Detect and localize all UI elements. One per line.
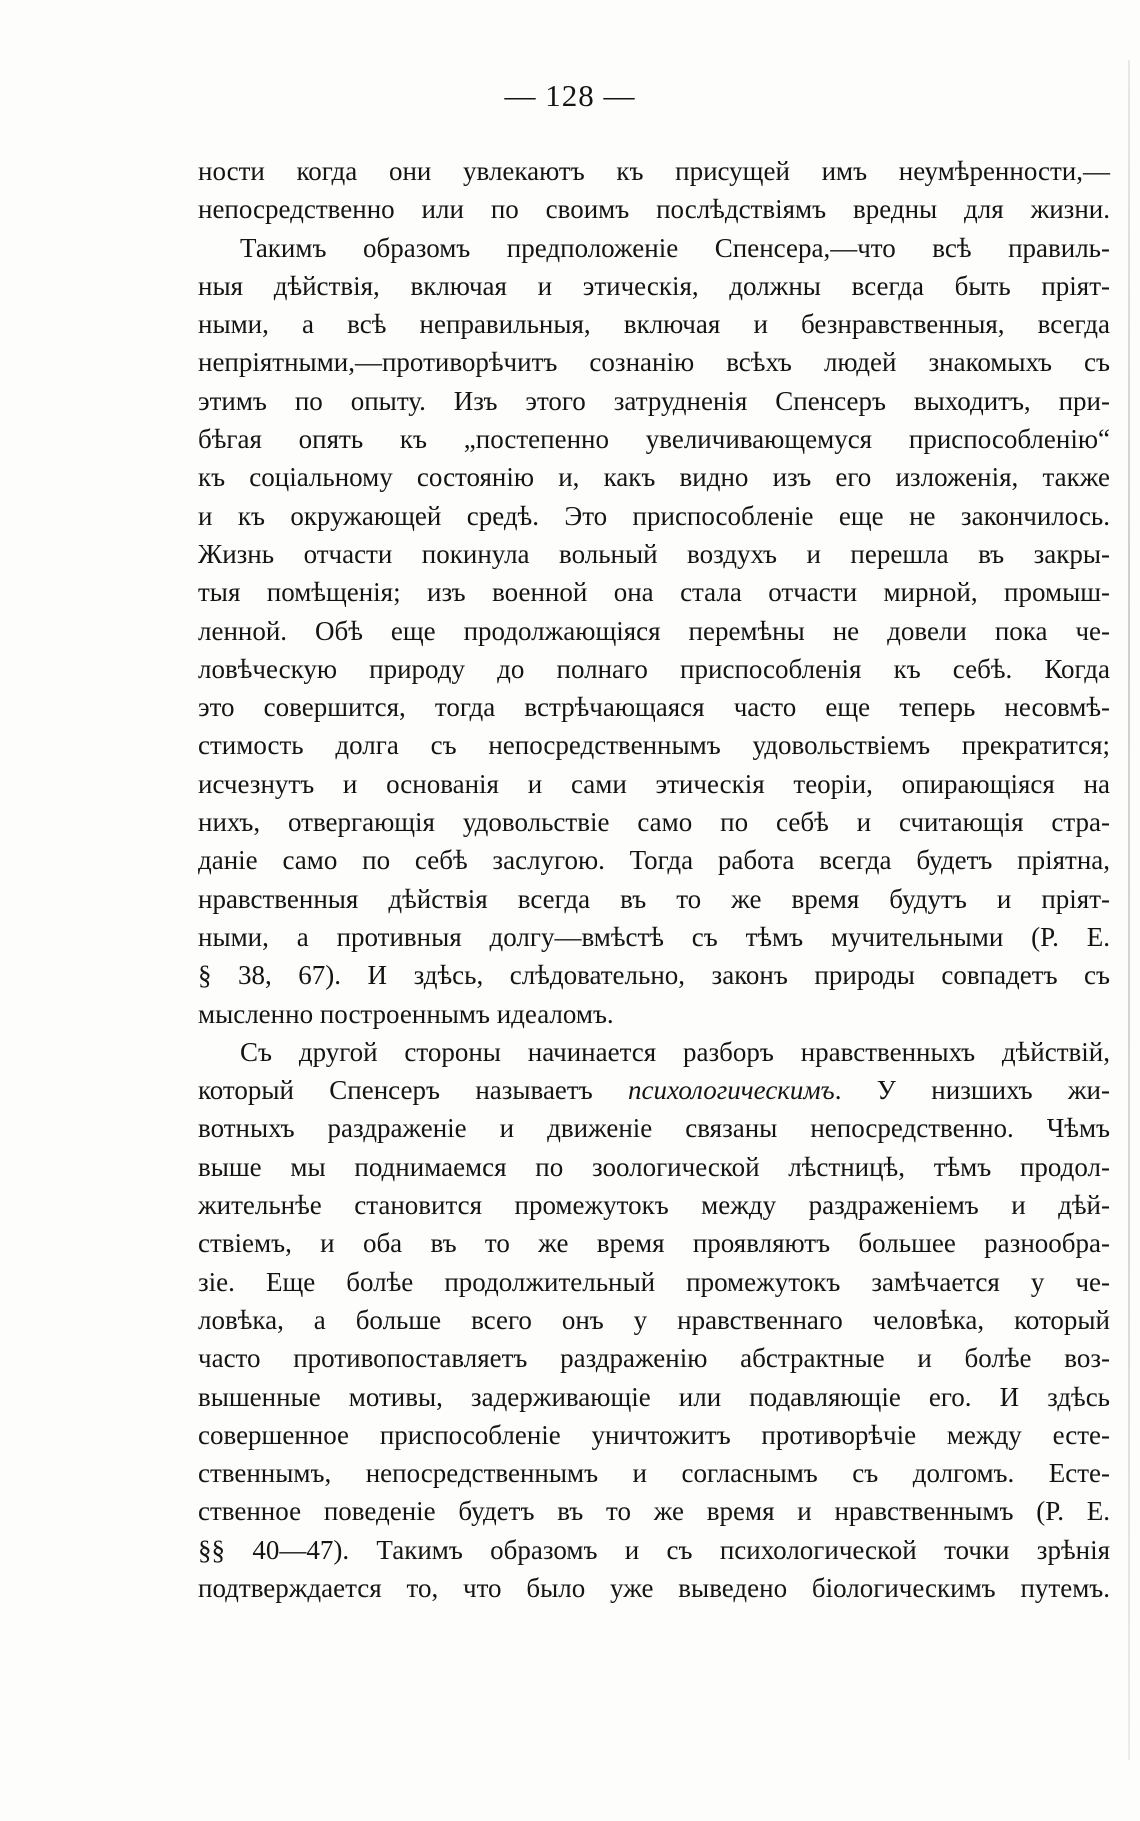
text-line: непріятными,—противорѣчитъ сознанію всѣхъ людей знакомыхъ съ — [198, 347, 1110, 378]
text-line: ными, а противныя долгу—вмѣстѣ съ тѣмъ мучительными (P. E. — [198, 921, 1110, 952]
paragraph-3 — [198, 1033, 1110, 1607]
text-line: совершенное приспособленіе уничтожитъ противорѣчіе между есте- — [198, 1419, 1110, 1450]
text-line: ловѣка, а больше всего онъ у нравственнаго человѣка, который — [198, 1304, 1110, 1335]
text-line: ныя дѣйствія, включая и этическія, должны всегда быть пріят- — [198, 270, 1110, 301]
text-line: ственное поведеніе будетъ въ то же время и нравственнымъ (P. E. — [198, 1496, 1110, 1527]
text-line: вотныхъ раздраженіе и движеніе связаны непосредственно. Чѣмъ — [198, 1113, 1110, 1144]
text-line: вышенные мотивы, задерживающіе или подавляющіе его. И здѣсь — [198, 1381, 1110, 1412]
text-line: ными, а всѣ неправильныя, включая и безнравственныя, всегда — [198, 309, 1110, 340]
text-line: тыя помѣщенія; изъ военной она стала отчасти мирной, промыш- — [198, 577, 1110, 608]
text-line-with-italic — [198, 1071, 1110, 1109]
text-line: Жизнь отчасти покинула вольный воздухъ и перешла въ закры- — [198, 538, 1110, 569]
page-edge-shadow — [1128, 60, 1130, 1760]
text-line: зіе. Еще болѣе продолжительный промежутокъ замѣчается у че- — [198, 1266, 1110, 1297]
text-segment: . У низшихъ жи- — [834, 1075, 1110, 1106]
text-line: бѣгая опять къ „постепенно увеличивающемуся приспособленію“ — [198, 424, 1110, 455]
paragraph-1 — [198, 152, 1110, 229]
text-line: этимъ по опыту. Изъ этого затрудненія Спенсеръ выходитъ, при- — [198, 385, 1110, 416]
text-line: §§ 40—47). Такимъ образомъ и съ психологической точки зрѣнія — [198, 1534, 1110, 1565]
paragraph-2 — [198, 229, 1110, 1033]
text-line: Съ другой стороны начинается разборъ нравственныхъ дѣйствій, — [240, 1036, 1110, 1067]
text-line: ловѣческую природу до полнаго приспособленія къ себѣ. Когда — [198, 653, 1110, 684]
italic-term: психологическимъ — [628, 1075, 835, 1106]
text-line: непосредственно или по своимъ послѣдствіямъ вредны для жизни. — [198, 194, 1110, 225]
text-line: стимость долга съ непосредственнымъ удовольствіемъ прекратится; — [198, 730, 1110, 761]
text-line: къ соціальному состоянію и, какъ видно изъ его изложенія, также — [198, 462, 1110, 493]
text-line: это совершится, тогда встрѣчающаяся часто еще теперь несовмѣ- — [198, 692, 1110, 723]
text-line: нравственныя дѣйствія всегда въ то же время будутъ и пріят- — [198, 883, 1110, 914]
text-line: ленной. Обѣ еще продолжающіяся перемѣны не довели пока че- — [198, 615, 1110, 646]
text-line: исчезнутъ и основанія и сами этическія теоріи, опирающіяся на — [198, 768, 1110, 799]
text-segment: который Спенсеръ называетъ — [198, 1075, 629, 1106]
text-line: часто противопоставляетъ раздраженію абстрактные и болѣе воз- — [198, 1343, 1110, 1374]
text-line: ствіемъ, и оба въ то же время проявляютъ большее разнообра- — [198, 1228, 1110, 1259]
text-line: жительнѣе становится промежутокъ между раздраженіемъ и дѣй- — [198, 1190, 1110, 1221]
body-text — [198, 152, 1110, 1607]
text-line: мысленно построеннымъ идеаломъ. — [198, 998, 614, 1029]
text-line: даніе само по себѣ заслугою. Тогда работа всегда будетъ пріятна, — [198, 845, 1110, 876]
text-line: и къ окружающей средѣ. Это приспособленіе еще не закончилось. — [198, 500, 1110, 531]
text-line: § 38, 67). И здѣсь, слѣдовательно, законъ природы совпадетъ съ — [198, 960, 1110, 991]
text-line: Такимъ образомъ предположеніе Спенсера,—что всѣ правиль- — [240, 232, 1110, 263]
text-line: выше мы поднимаемся по зоологической лѣстницѣ, тѣмъ продол- — [198, 1151, 1110, 1182]
text-line: подтверждается то, что было уже выведено біологическимъ путемъ. — [198, 1572, 1110, 1603]
page-number: — 128 — — [504, 78, 636, 113]
text-line: ности когда они увлекаютъ къ присущей имъ неумѣренности,— — [198, 156, 1110, 186]
text-line: ственнымъ, непосредственнымъ и согласнымъ съ долгомъ. Есте- — [198, 1458, 1110, 1489]
text-line: нихъ, отвергающія удовольствіе само по себѣ и считающія стра- — [198, 807, 1110, 838]
